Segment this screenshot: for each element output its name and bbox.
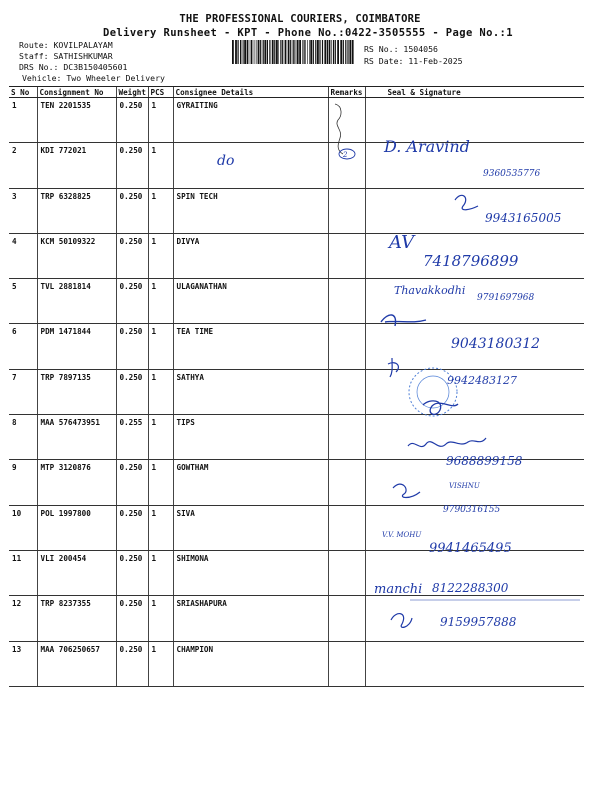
cell-pcs: 1 (148, 369, 173, 414)
cell-sno: 1 (9, 98, 37, 143)
barcode-bar (345, 40, 346, 64)
cell-seal-signature (365, 233, 584, 278)
cell-seal-signature (365, 505, 584, 550)
cell-pcs: 1 (148, 233, 173, 278)
barcode-bar (257, 40, 258, 64)
cell-consignee: ULAGANATHAN (173, 279, 328, 324)
barcode-bar (238, 40, 239, 64)
cell-consignee: TIPS (173, 415, 328, 460)
cell-seal-signature (365, 369, 584, 414)
row5-signature: Thavakkodhi (394, 284, 466, 297)
cell-seal-signature (365, 324, 584, 369)
barcode-bar (264, 40, 266, 64)
cell-weight: 0.250 (116, 505, 148, 550)
row13-phone: 9159957888 (440, 615, 517, 629)
cell-weight: 0.250 (116, 324, 148, 369)
cell-weight: 0.250 (116, 460, 148, 505)
barcode-bar (327, 40, 328, 64)
cell-seal-signature (365, 279, 584, 324)
col-header-weight: Weight (116, 87, 148, 98)
cell-consignment: TEN 2201535 (37, 98, 116, 143)
barcode-bar (299, 40, 301, 64)
barcode-bar (349, 40, 351, 64)
cell-consignee (173, 143, 328, 188)
cell-seal-signature (365, 143, 584, 188)
barcode-bar (333, 40, 334, 64)
row7-phone: 9942483127 (447, 374, 517, 387)
barcode-bar (260, 40, 261, 64)
barcode-bar (317, 40, 319, 64)
barcode-bar (324, 40, 326, 64)
barcode-bar (329, 40, 331, 64)
barcode-bar (297, 40, 299, 64)
table-row (9, 233, 584, 278)
barcode-bar (294, 40, 295, 64)
barcode-bar (293, 40, 294, 64)
cell-remarks (328, 641, 365, 686)
cell-pcs: 1 (148, 143, 173, 188)
table-row (9, 98, 584, 143)
cell-seal-signature (365, 98, 584, 143)
rs-number: RS No.: 1504056 (364, 44, 438, 54)
barcode-bar (251, 40, 252, 64)
barcode-bar (232, 40, 234, 64)
cell-pcs: 1 (148, 415, 173, 460)
cell-pcs: 1 (148, 460, 173, 505)
barcode-bar (280, 40, 281, 64)
col-header-remarks: Remarks (328, 87, 365, 98)
cell-remarks (328, 279, 365, 324)
barcode-bar (313, 40, 314, 64)
table-row (9, 505, 584, 550)
drs-number: DRS No.: DC3B150405601 (19, 62, 128, 72)
barcode-bar (243, 40, 244, 64)
cell-remarks (328, 233, 365, 278)
barcode-bar (322, 40, 323, 64)
runsheet-title: Delivery Runsheet - KPT - Phone No.:0422-3505555 - Page No.:1 (102, 27, 513, 39)
barcode-bar (276, 40, 278, 64)
table-header-row (9, 87, 584, 98)
cell-consignee: CHAMPION (173, 641, 328, 686)
barcode-bar (240, 40, 241, 64)
barcode-bar (247, 40, 249, 64)
col-header-sno: S No (9, 87, 37, 98)
cell-seal-signature (365, 460, 584, 505)
cell-remarks (328, 460, 365, 505)
cell-weight: 0.250 (116, 98, 148, 143)
barcode-bar (352, 40, 354, 64)
cell-consignment: PDM 1471844 (37, 324, 116, 369)
cell-pcs: 1 (148, 279, 173, 324)
cell-sno: 8 (9, 415, 37, 460)
cell-pcs: 1 (148, 505, 173, 550)
ditto-mark: do (217, 153, 235, 169)
barcode-bar (278, 40, 279, 64)
cell-consignment: MAA 706250657 (37, 641, 116, 686)
cell-consignee: SATHYA (173, 369, 328, 414)
cell-weight: 0.250 (116, 279, 148, 324)
cell-weight: 0.250 (116, 369, 148, 414)
cell-consignee: SHIMONA (173, 550, 328, 595)
vehicle-label: Vehicle: Two Wheeler Delivery (22, 73, 165, 83)
cell-remarks (328, 98, 365, 143)
row2-remark-number: 2 (343, 151, 348, 159)
company-title: THE PROFESSIONAL COURIERS, COIMBATORE (179, 13, 421, 25)
cell-sno: 12 (9, 596, 37, 641)
cell-remarks (328, 505, 365, 550)
row11-phone: 9941465495 (429, 541, 512, 556)
row11-name: V.V. MOHU (382, 531, 422, 539)
cell-sno: 13 (9, 641, 37, 686)
cell-weight: 0.250 (116, 143, 148, 188)
table-row (9, 415, 584, 460)
barcode-bar (285, 40, 287, 64)
barcode-bar (296, 40, 297, 64)
cell-remarks (328, 324, 365, 369)
cell-seal-signature (365, 415, 584, 460)
cell-sno: 4 (9, 233, 37, 278)
barcode-bar (282, 40, 283, 64)
table-row (9, 188, 584, 233)
row3-phone: 9943165005 (485, 211, 562, 225)
cell-seal-signature (365, 641, 584, 686)
cell-sno: 11 (9, 550, 37, 595)
barcode-bar (258, 40, 260, 64)
cell-consignee: TEA TIME (173, 324, 328, 369)
cell-pcs: 1 (148, 596, 173, 641)
cell-consignment: POL 1997800 (37, 505, 116, 550)
barcode-bar (337, 40, 339, 64)
barcode-bar (302, 40, 303, 64)
cell-sno: 2 (9, 143, 37, 188)
row9-phone: 9688899158 (446, 454, 523, 468)
barcode-bar (250, 40, 251, 64)
barcode-bar (305, 40, 306, 64)
barcode-bar (343, 40, 344, 64)
cell-pcs: 1 (148, 324, 173, 369)
barcode-bar (267, 40, 268, 64)
row5-phone: 9791697968 (477, 293, 535, 303)
table-row (9, 460, 584, 505)
cell-consignee: GOWTHAM (173, 460, 328, 505)
row4-signature: AV (389, 232, 415, 253)
cell-remarks (328, 415, 365, 460)
row2-phone: 9360535776 (483, 169, 541, 179)
barcode-bar (253, 40, 254, 64)
cell-consignment: TRP 8237355 (37, 596, 116, 641)
cell-remarks (328, 369, 365, 414)
cell-pcs: 1 (148, 98, 173, 143)
runsheet-table (9, 86, 584, 687)
barcode-bar (304, 40, 305, 64)
cell-weight: 0.250 (116, 641, 148, 686)
cell-sno: 7 (9, 369, 37, 414)
cell-consignee: SIVA (173, 505, 328, 550)
cell-consignment: VLI 200454 (37, 550, 116, 595)
barcode-bar (340, 40, 342, 64)
row12-phone: 8122288300 (432, 581, 509, 595)
barcode-bar (309, 40, 310, 64)
barcode-bar (272, 40, 274, 64)
barcode-bar (335, 40, 336, 64)
cell-consignment: MTP 3120876 (37, 460, 116, 505)
cell-weight: 0.250 (116, 550, 148, 595)
barcode-bar (319, 40, 320, 64)
cell-weight: 0.250 (116, 596, 148, 641)
col-header-consignee: Consignee Details (173, 87, 328, 98)
row10-name: VISHNU (449, 482, 480, 490)
cell-consignment: TRP 6328825 (37, 188, 116, 233)
cell-consignee: SPIN TECH (173, 188, 328, 233)
table-row (9, 369, 584, 414)
table-row (9, 324, 584, 369)
barcode-bar (244, 40, 246, 64)
cell-consignee: GYRAITING (173, 98, 328, 143)
cell-consignment: TVL 2881814 (37, 279, 116, 324)
barcode-bar (255, 40, 256, 64)
cell-sno: 6 (9, 324, 37, 369)
col-header-consignment: Consignment No (37, 87, 116, 98)
row6-phone: 9043180312 (451, 336, 541, 352)
cell-consignment: KDI 772021 (37, 143, 116, 188)
table-row (9, 596, 584, 641)
barcode-bar (347, 40, 348, 64)
cell-sno: 5 (9, 279, 37, 324)
cell-remarks (328, 596, 365, 641)
cell-weight: 0.250 (116, 233, 148, 278)
cell-remarks (328, 143, 365, 188)
barcode-bar (290, 40, 291, 64)
cell-remarks (328, 550, 365, 595)
cell-pcs: 1 (148, 188, 173, 233)
barcode-bar (288, 40, 290, 64)
barcode-bar (242, 40, 243, 64)
cell-consignment: MAA 576473951 (37, 415, 116, 460)
table-row (9, 641, 584, 686)
cell-remarks (328, 188, 365, 233)
barcode-bar (307, 40, 308, 64)
cell-consignee: SRIASHAPURA (173, 596, 328, 641)
row12-signature: manchi (374, 582, 423, 597)
cell-weight: 0.255 (116, 415, 148, 460)
cell-sno: 10 (9, 505, 37, 550)
rs-date: RS Date: 11-Feb-2025 (364, 56, 463, 66)
barcode-bar (235, 40, 237, 64)
cell-consignment: KCM 50109322 (37, 233, 116, 278)
cell-seal-signature (365, 188, 584, 233)
col-header-seal-signature: Seal & Signature (365, 87, 584, 98)
cell-sno: 9 (9, 460, 37, 505)
barcode-bar (315, 40, 316, 64)
barcode-bar (310, 40, 312, 64)
row10-phone: 9790316155 (443, 505, 501, 515)
table-row (9, 550, 584, 595)
cell-consignment: TRP 7897135 (37, 369, 116, 414)
barcode-bar (269, 40, 270, 64)
cell-consignee: DIVYA (173, 233, 328, 278)
barcode-bar (263, 40, 264, 64)
col-header-pcs: PCS (148, 87, 173, 98)
barcode (232, 40, 356, 64)
table-row (9, 279, 584, 324)
cell-pcs: 1 (148, 641, 173, 686)
cell-weight: 0.250 (116, 188, 148, 233)
table-row (9, 143, 584, 188)
cell-seal-signature (365, 550, 584, 595)
row4-phone: 7418796899 (423, 252, 519, 270)
cell-seal-signature (365, 596, 584, 641)
barcode-bar (274, 40, 275, 64)
cell-pcs: 1 (148, 550, 173, 595)
staff-label: Staff: SATHISHKUMAR (19, 51, 113, 61)
cell-sno: 3 (9, 188, 37, 233)
row2-signature: D. Aravind (384, 137, 470, 156)
barcode-bar (331, 40, 332, 64)
route-label: Route: KOVILPALAYAM (19, 40, 113, 50)
barcode-bar (348, 40, 349, 64)
